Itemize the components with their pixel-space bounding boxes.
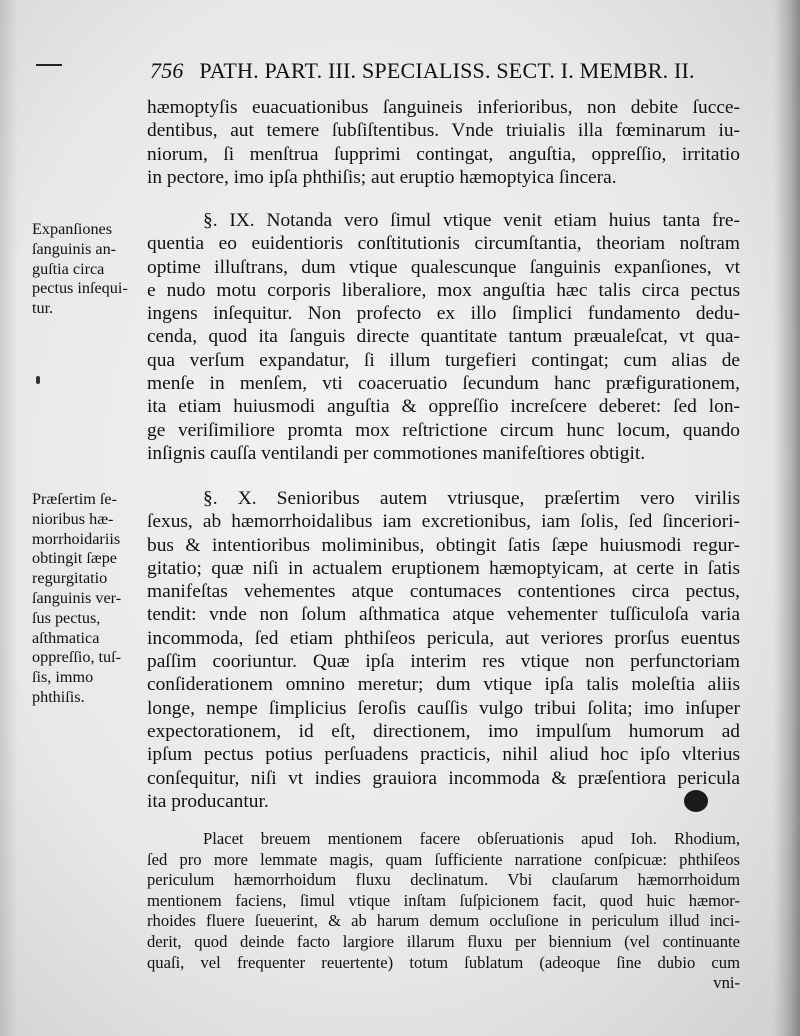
margin-note-expansiones (32, 220, 144, 319)
margin-line: morrhoidariis (32, 529, 121, 548)
text-line: tendit: vnde non ſolum aſthmatica atque vehementer tuſſiculoſa varia (147, 604, 740, 626)
text-line: e nudo motu corporis liberaliore, mox anguſtia hæc talis circa pectus (147, 279, 740, 301)
margin-line: ſanguinis ver- (32, 588, 122, 607)
text-line: ita producantur. (147, 790, 269, 812)
text-line: cenda, quod ita ſanguis directe quantitate tantum præualeſcat, vt qua- (147, 326, 740, 348)
page-edge-shadow-left (0, 0, 18, 1036)
text-line: expectorationem, id eſt, directionem, imo impulſum humorum ad (147, 720, 740, 742)
margin-line: guſtia circa (32, 259, 105, 278)
text-line: qua verſum expandatur, ſi illum turgefieri contingat; cum alias de (147, 349, 740, 371)
page-number: 756 (150, 58, 184, 83)
text-line: dentibus, aut temere ſubſiſtentibus. Vnde triuialis illa fœminarum iu- (147, 120, 740, 142)
text-line: inſignis cauſſa ventilandi per commotiones manifeſtiores obtigit. (147, 442, 646, 464)
text-line: conſiderationem omnino meretur; dum vtique ipſa talis moleſtia aliis (147, 674, 740, 696)
margin-line: obtingit ſæpe (32, 549, 117, 568)
text-line: incommoda, ſed etiam phthiſeos pericula, aut veriores prorſus euentus (147, 627, 740, 649)
margin-line: regurgitatio (32, 569, 108, 588)
text-line: ge veriſimiliore promta mox reſtrictione circum hunc locum, quando (147, 419, 740, 441)
margin-line: ſus pectus, (32, 608, 101, 627)
margin-line: pectus inſequi- (32, 279, 128, 298)
text-line: menſe in menſem, vti coaceruatio ſecundum hanc præfigurationem, (147, 373, 740, 395)
text-line: Placet breuem mentionem facere obſeruationis apud Ioh. Rhodium, (203, 829, 740, 848)
margin-line: oppreſſio, tuſ- (32, 648, 122, 667)
ink-speck (36, 376, 40, 384)
text-line: §. IX. Notanda vero ſimul vtique venit etiam huius tanta fre- (203, 210, 740, 231)
margin-line: Præſertim ſe- (32, 490, 117, 508)
text-line: ſed pro more lemmate magis, quam ſufficiente narratione conſpicuæ: phthiſeos (147, 849, 740, 869)
text-line: hæmoptyſis euacuationibus ſanguineis inferioribus, non debite ſucce- (147, 97, 740, 118)
text-line: quaſi, vel frequenter reuertente) totum ſublatum (adeoque ſine dubio cum (147, 952, 740, 972)
text-line: §. X. Senioribus autem vtriusque, præſertim vero virilis (203, 488, 740, 509)
margin-line: ſanguinis an- (32, 239, 117, 258)
margin-line: tur. (32, 299, 54, 318)
text-line: ipſum pectus potius perſuadens practicis, nihil aliud hoc ipſo vlterius (147, 744, 740, 766)
margin-dash-mark (36, 64, 62, 66)
running-title: PATH. PART. III. SPECIALISS. SECT. I. MEMBR. II. (199, 58, 695, 83)
margin-line: ſis, immo (32, 668, 94, 687)
text-line: ita etiam huiusmodi anguſtia & oppreſſio increſcere deberet: ſed lon- (147, 396, 740, 418)
text-line: rhoides fluere ſueuerint, & ab harum demum occluſione in periculum illud inci- (147, 911, 740, 931)
text-line: manifeſtas vehementes atque contumaces contentiones circa pectus, (147, 581, 740, 603)
text-line: bus & intentioribus moliminibus, obtingit ſatis ſæpe huiusmodi regur- (147, 534, 740, 556)
ink-blot (684, 790, 708, 812)
text-line: niorum, ſi menſtrua ſupprimi contingat, anguſtia, oppreſſio, irritatio (147, 143, 740, 165)
text-line: derit, quod deinde facto largiore illarum fluxu per biennium (vel continuante (147, 931, 740, 951)
text-line: mentionem faciens, ſimul vtique inſtam ſuſpicionem facit, quod huic hæmor- (147, 890, 740, 910)
margin-line: nioribus hæ- (32, 509, 114, 528)
text-line: quentia eo euidentioris conſtitutionis circumſtantia, theoriam noſtram (147, 233, 740, 255)
text-line: paſſim cooriuntur. Quæ ipſa interim res vtique non perfunctoriam (147, 651, 740, 673)
page-edge-shadow-right (774, 0, 800, 1036)
paragraph-section-ix (147, 209, 740, 465)
text-line: gitatio; quæ niſi in actualem eruptionem hæmoptyicam, at certe in ſatis (147, 557, 740, 579)
text-line: conſequitur, niſi vt indies grauiora incommoda & præſentiora pericula (147, 767, 740, 789)
margin-line: phthiſis. (32, 687, 85, 706)
margin-note-praesertim (32, 490, 144, 708)
paragraph-top (147, 96, 740, 189)
paragraph-observation-note (147, 829, 740, 994)
text-line: optime illuſtrans, dum vtique qualescunque ſanguinis expanſiones, vt (147, 256, 740, 278)
margin-line: aſthmatica (32, 628, 100, 647)
text-line: longe, nempe ſimplicius ſeroſis cauſſis vulgo tribui ſolita; imo inſuper (147, 697, 740, 719)
catchword: vni- (713, 973, 740, 993)
text-line: ingens inſequitur. Non profecto ex illo ſimplici fundamento dedu- (147, 303, 740, 325)
text-line: ſexus, ab hæmorrhoidalibus iam excretionibus, iam ſolis, ſed ſinceriori- (147, 511, 740, 533)
running-header (150, 58, 740, 84)
paragraph-section-x (147, 487, 740, 813)
margin-line: Expanſiones (32, 220, 113, 238)
text-line: in pectore, imo ipſa phthiſis; aut eruptio hæmoptyica ſincera. (147, 166, 617, 188)
text-line: periculum hæmorrhoidum fluxu declinatum. Vbi clauſarum hæmorrhoidum (147, 870, 740, 890)
